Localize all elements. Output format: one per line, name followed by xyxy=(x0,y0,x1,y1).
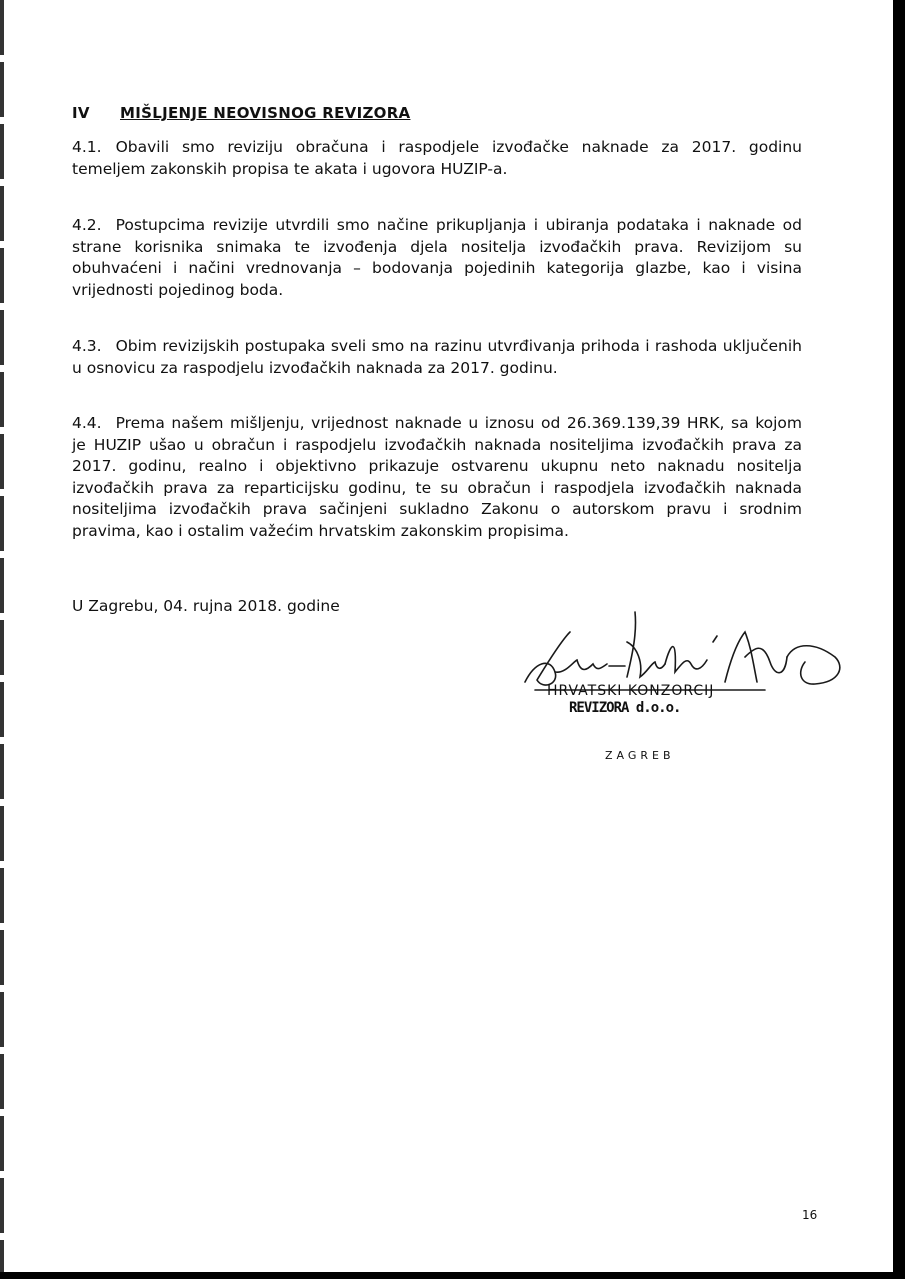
paragraph-4-2 xyxy=(72,215,802,301)
stamp-city: ZAGREB xyxy=(605,749,675,762)
paragraph-number: 4.3. xyxy=(72,337,102,355)
stamp-line1: HRVATSKI KONZORCIJ xyxy=(547,683,715,699)
section-number: IV xyxy=(72,104,90,122)
stamp-line2: REVIZORA d.o.o. xyxy=(569,700,681,716)
paragraph-text: Obim revizijskih postupaka sveli smo na razinu utvrđivanja prihoda i rashoda uključenih u osnovicu za raspodjelu izvođačkih naknada za 2017. godinu. xyxy=(72,337,802,377)
page-number: 16 xyxy=(802,1208,818,1222)
scan-right-edge xyxy=(893,0,905,1279)
paragraph-4-1 xyxy=(72,137,802,180)
scan-left-edge xyxy=(0,0,4,1279)
section-title: MIŠLJENJE NEOVISNOG REVIZORA xyxy=(120,104,411,122)
scan-bottom-edge xyxy=(0,1272,905,1279)
company-stamp xyxy=(545,683,765,773)
paragraph-text: Obavili smo reviziju obračuna i raspodjele izvođačke naknade za 2017. godinu temeljem zakonskih propisa te akata i ugovora HUZIP-a. xyxy=(72,138,802,178)
paragraph-number: 4.4. xyxy=(72,414,102,432)
paragraph-number: 4.1. xyxy=(72,138,102,156)
paragraph-4-3 xyxy=(72,336,802,379)
paragraph-number: 4.2. xyxy=(72,216,102,234)
paragraph-text: Postupcima revizije utvrdili smo načine prikupljanja i ubiranja podataka i naknade od strane korisnika snimaka te izvođenja djela nositelja izvođačkih prava. Revizijom su obuhvaćeni i načini vrednovanja – bodovanja pojedinih kategorija glazbe, kao i visina vrijednosti pojedinog boda. xyxy=(72,216,802,299)
paragraph-4-4 xyxy=(72,413,802,542)
place-date: U Zagrebu, 04. rujna 2018. godine xyxy=(72,597,340,615)
section-heading xyxy=(72,104,410,122)
paragraph-text: Prema našem mišljenju, vrijednost naknade u iznosu od 26.369.139,39 HRK, sa kojom je HUZIP ušao u obračun i raspodjelu izvođačkih naknada nositeljima izvođačkih prava za 2017. godinu, realno i objektivno prikazuje ostvarenu ukupnu neto naknadu nositelja izvođačkih prava za reparticijsku godinu, te su obračun i raspodjela izvođačkih naknada nositeljima izvođačkih prava sačinjeni sukladno Zakonu o autorskom pravu i srodnim pravima, kao i ostalim važećim hrvatskim zakonskim propisima. xyxy=(72,414,802,540)
